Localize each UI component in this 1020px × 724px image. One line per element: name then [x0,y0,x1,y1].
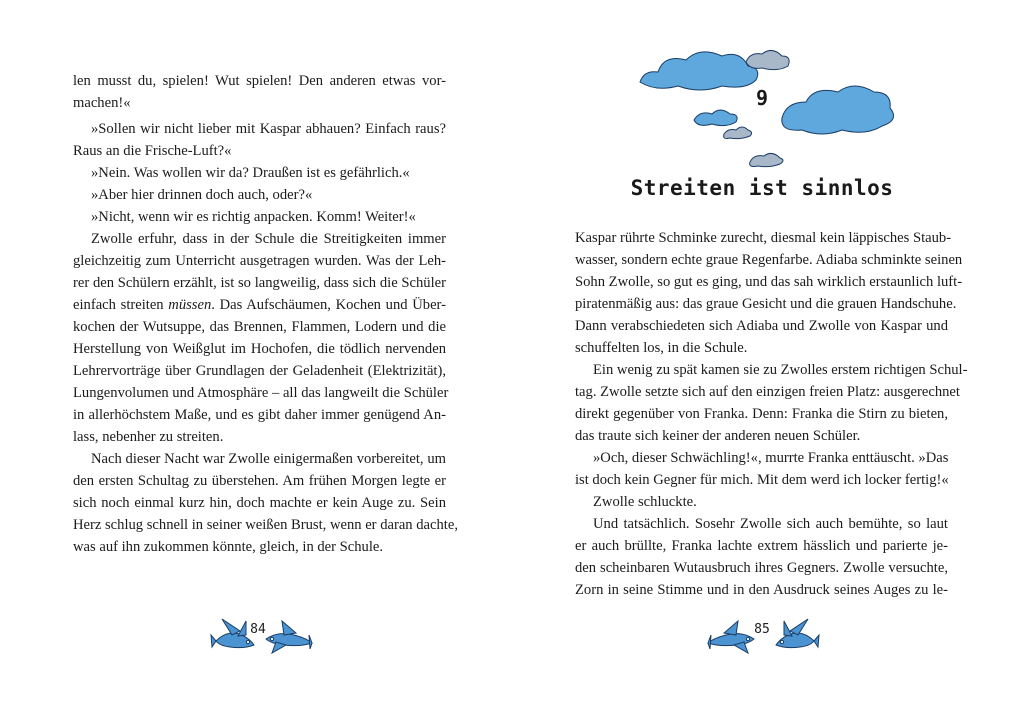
text-line: gleichzeitig zum Unterricht ausgetragen wurden. Was der Leh- [73,253,446,269]
text-line: was auf ihn zukommen könnte, gleich, in der Schule. [73,539,384,555]
text-line: »Och, dieser Schwächling!«, murrte Franka enttäuscht. »Das [593,450,949,466]
text-line: den ersten Schultag zu überstehen. Am frühen Morgen legte er [73,473,446,489]
text-line: er auch brüllte, Franka lachte extrem hässlich und parierte je- [575,538,948,554]
page-number: 85 [754,622,770,637]
flying-fish-icon [772,615,820,655]
text-line: Und tatsächlich. Sosehr Zwolle sich auch bemühte, so laut [593,516,948,532]
page-number: 84 [250,622,266,637]
text-run: . Das Aufschäumen, Kochen und Über- [211,297,446,313]
text-line: das traute sich keiner der anderen neuen Schüler. [575,428,861,444]
text-line: wasser, sondern echte graue Regenfarbe. Adiaba schminkte seinen [575,252,963,268]
text-line: len musst du, spielen! Wut spielen! Den anderen etwas vor- [73,73,446,89]
flying-fish-icon [262,615,314,655]
text-line: Raus an die Frische-Luft?« [73,143,232,159]
text-run: einfach streiten [73,297,169,313]
text-line: »Nicht, wenn wir es richtig anpacken. Komm! Weiter!« [91,209,416,225]
text-line: »Aber hier drinnen doch auch, oder?« [91,187,313,203]
text-line [73,294,446,316]
text-line: Lehrervorträge über Grundlagen der Geladenheit (Elektrizität), [73,363,446,379]
text-line: Kaspar rührte Schminke zurecht, diesmal kein läppisches Staub- [575,230,952,246]
text-line: piratenmäßig aus: das graue Gesicht und die grauen Handschuhe. [575,296,957,312]
text-line: Zorn in seine Stimme und in den Ausdruck seines Auges zu le- [575,582,948,598]
text-line: Sohn Zwolle, so gut es ging, und das sah wirklich erstaunlich luft- [575,274,963,290]
text-line: Ein wenig zu spät kamen sie zu Zwolles erstem richtigen Schul- [593,362,968,378]
text-line: »Sollen wir nicht lieber mit Kaspar abhauen? Einfach raus? [91,121,446,137]
emphasized-word: müssen [168,297,212,313]
text-line: tag. Zwolle setzte sich auf den einzigen freien Platz: ausgerechnet [575,384,960,400]
text-line: kochen der Wutsuppe, das Brennen, Flammen, Lodern und die [73,319,446,335]
text-line: Herstellung von Weißglut im Hochofen, die tödlich nervenden [73,341,446,357]
text-line: lass, nebenher zu streiten. [73,429,224,445]
text-line: den scheinbaren Wutausbruch ihres Gegners. Zwolle versuchte, [575,560,948,576]
text-line: Dann verabschiedeten sich Adiaba und Zwolle von Kaspar und [575,318,948,334]
text-line: schuffelten los, in die Schule. [575,340,748,356]
text-line: in allerhöchstem Maße, und es gibt daher immer genügend An- [73,407,446,423]
text-line: Herz schlug schnell in seiner weißen Brust, wenn er daran dachte, [73,517,458,533]
text-line: Zwolle schluckte. [593,494,697,510]
chapter-title: Streiten ist sinnlos [630,176,894,200]
text-line: ist doch kein Gegner für mich. Mit dem werd ich locker fertig!« [575,472,949,488]
text-line: direkt gegenüber von Franka. Denn: Franka die Stirn zu bieten, [575,406,948,422]
right-page [510,0,1020,724]
text-line: Nach dieser Nacht war Zwolle einigermaßen vorbereitet, um [91,451,446,467]
text-line: Lungenvolumen und Atmosphäre – all das langweilt die Schüler [73,385,449,401]
text-line: sich noch einmal kurz hin, doch machte er kein Auge zu. Sein [73,495,446,511]
text-line: »Nein. Was wollen wir da? Draußen ist es gefährlich.« [91,165,410,181]
chapter-number: 9 [755,86,769,110]
text-line: rer den Schülern erzählt, ist so langweilig, dass sich die Schüler [73,275,446,291]
text-line: machen!« [73,95,131,111]
text-line: Zwolle erfuhr, dass in der Schule die Streitigkeiten immer [91,231,446,247]
